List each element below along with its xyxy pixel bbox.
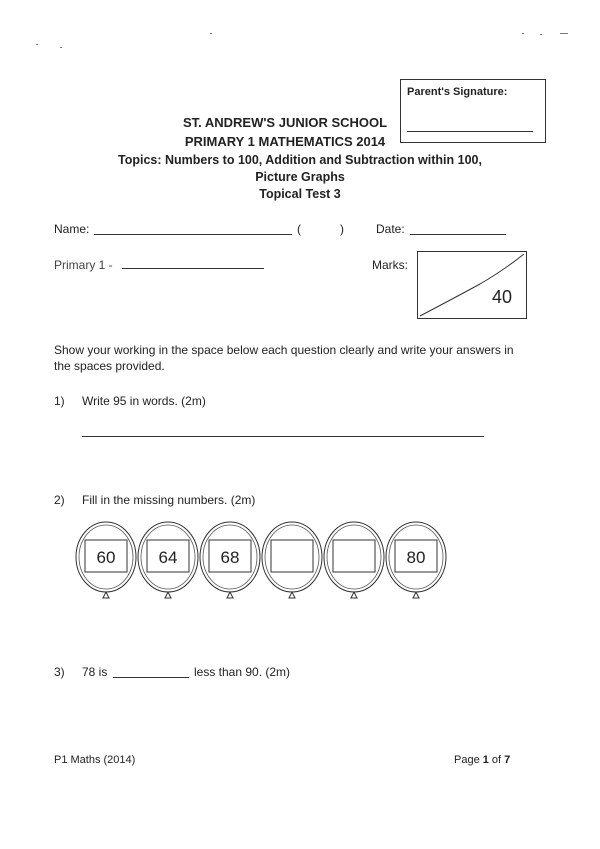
- q3-answer-line[interactable]: [113, 677, 189, 678]
- name-field[interactable]: [94, 234, 292, 235]
- balloon-sequence: [74, 521, 454, 609]
- balloon-knot: [227, 592, 233, 598]
- test-title: Topical Test 3: [259, 187, 341, 201]
- q1-number: 1): [54, 394, 65, 408]
- scan-speck: [540, 34, 542, 35]
- parent-signature-line[interactable]: [407, 131, 533, 132]
- marks-total: 40: [491, 287, 512, 307]
- topics-line-2: Picture Graphs: [255, 170, 345, 184]
- balloon-knot: [413, 592, 419, 598]
- footer-subject: P1 Maths (2014): [54, 754, 136, 766]
- q3-text-before: 78 is: [82, 665, 108, 679]
- instructions: Show your working in the space below each question clearly and write your answers in the spaces provided.: [54, 343, 514, 373]
- footer-page-number: [454, 754, 510, 766]
- name-label: Name:: [54, 222, 90, 236]
- page-prefix: Page: [454, 754, 483, 766]
- balloon-number: 68: [220, 548, 240, 567]
- parent-signature-label: Parent's Signature:: [407, 86, 508, 98]
- page-current: 1: [482, 754, 489, 766]
- missing-number-box[interactable]: [271, 540, 313, 572]
- marks-diagonal: [418, 252, 526, 318]
- balloon: [76, 522, 136, 598]
- class-label: Primary 1 -: [54, 258, 113, 272]
- scan-speck: [210, 33, 212, 34]
- balloon-number: 64: [158, 548, 178, 567]
- scan-speck: [560, 33, 568, 34]
- date-label: Date:: [376, 222, 405, 236]
- q1-text: Write 95 in words. (2m): [82, 394, 206, 408]
- balloon: [138, 522, 198, 598]
- balloon-knot: [103, 592, 109, 598]
- balloon-knot: [351, 592, 357, 598]
- q1-answer-line[interactable]: [82, 436, 484, 437]
- q2-number: 2): [54, 493, 65, 507]
- topics-line-1: Topics: Numbers to 100, Addition and Subtraction within 100,: [118, 153, 482, 167]
- q2-text: Fill in the missing numbers. (2m): [82, 493, 256, 507]
- balloon: [324, 522, 384, 598]
- subject-title: PRIMARY 1 MATHEMATICS 2014: [184, 134, 386, 149]
- marks-box[interactable]: [417, 251, 527, 319]
- scan-speck: [522, 33, 524, 34]
- balloon-knot: [289, 592, 295, 598]
- q3-number: 3): [54, 665, 65, 679]
- class-field[interactable]: [122, 268, 264, 269]
- balloon: [386, 522, 446, 598]
- page-total: 7: [504, 754, 511, 766]
- balloon-number: 60: [96, 548, 116, 567]
- q3-text-after: less than 90. (2m): [194, 665, 291, 679]
- date-field[interactable]: [410, 234, 506, 235]
- page-of: of: [488, 754, 505, 766]
- scan-speck: [36, 44, 38, 45]
- balloon: [200, 522, 260, 598]
- scan-speck: [60, 47, 62, 48]
- marks-label: Marks:: [372, 258, 408, 272]
- school-name: ST. ANDREW'S JUNIOR SCHOOL: [182, 115, 388, 130]
- balloon-number: 80: [406, 548, 426, 567]
- register-number-close: ): [340, 222, 344, 236]
- balloon-knot: [165, 592, 171, 598]
- balloon: [262, 522, 322, 598]
- register-number-open: (: [297, 222, 301, 236]
- missing-number-box[interactable]: [333, 540, 375, 572]
